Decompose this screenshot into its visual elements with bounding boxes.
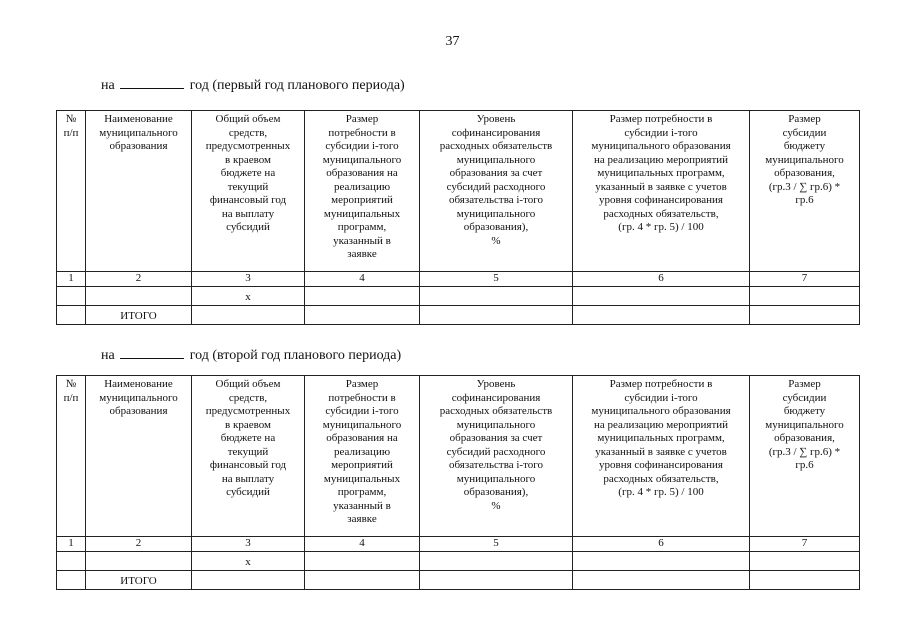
caption-suffix: год (второй год планового периода) bbox=[189, 348, 402, 363]
column-number: 3 bbox=[192, 537, 305, 552]
table-header-row bbox=[57, 376, 860, 537]
table-cell bbox=[86, 287, 192, 306]
header-subsidy-need: Размер потребности в субсидии i-того муниципального образования на реализацию мероприятий муниципальных программ, указанный в заявке bbox=[305, 376, 420, 537]
page-number: 37 bbox=[445, 34, 460, 49]
table-cell bbox=[573, 287, 750, 306]
subsidy-table-second-year bbox=[56, 375, 860, 590]
table-cell bbox=[420, 552, 573, 571]
total-row bbox=[57, 571, 860, 590]
header-total-funds: Общий объем средств, предусмотренных в краевом бюджете на текущий финансовый год на выплату субсидий bbox=[192, 111, 305, 272]
table-cell bbox=[57, 287, 86, 306]
table-cell bbox=[750, 306, 860, 325]
table-cell bbox=[420, 306, 573, 325]
table-cell bbox=[573, 552, 750, 571]
header-cofinancing-level: Уровень софинансирования расходных обязательств муниципального образования за счет субсидий расходного обязательства i-того муниципального образования), % bbox=[420, 111, 573, 272]
total-row bbox=[57, 306, 860, 325]
table-row bbox=[57, 552, 860, 571]
table-cell bbox=[305, 571, 420, 590]
section-caption-second-year bbox=[101, 346, 401, 364]
table-cell bbox=[573, 306, 750, 325]
header-subsidy-amount: Размер субсидии бюджету муниципального образования, (гр.3 / ∑ гр.6) * гр.6 bbox=[750, 376, 860, 537]
table-cell bbox=[86, 552, 192, 571]
column-number: 3 bbox=[192, 272, 305, 287]
column-number: 4 bbox=[305, 272, 420, 287]
table-cell bbox=[573, 571, 750, 590]
table-cell bbox=[750, 552, 860, 571]
row-mark: x bbox=[192, 287, 305, 306]
column-numbers-row bbox=[57, 272, 860, 287]
table-cell bbox=[750, 571, 860, 590]
table-cell bbox=[192, 571, 305, 590]
year-blank-field bbox=[120, 76, 184, 89]
column-number: 6 bbox=[573, 272, 750, 287]
total-label: ИТОГО bbox=[86, 306, 192, 325]
header-need-with-cofinancing: Размер потребности в субсидии i-того муниципального образования на реализацию мероприятий муниципальных программ, указанный в заявке с учетов уровня софинансирования расходных обязательств, (гр. 4 * гр. 5) / 100 bbox=[573, 111, 750, 272]
column-number: 7 bbox=[750, 272, 860, 287]
column-number: 6 bbox=[573, 537, 750, 552]
table-cell bbox=[750, 287, 860, 306]
column-number: 5 bbox=[420, 272, 573, 287]
column-number: 5 bbox=[420, 537, 573, 552]
header-cofinancing-level: Уровень софинансирования расходных обязательств муниципального образования за счет субсидий расходного обязательства i-того муниципального образования), % bbox=[420, 376, 573, 537]
table-cell bbox=[420, 287, 573, 306]
table-header-row bbox=[57, 111, 860, 272]
caption-suffix: год (первый год планового периода) bbox=[189, 78, 405, 93]
row-mark: x bbox=[192, 552, 305, 571]
year-blank-field bbox=[120, 346, 184, 359]
table-cell bbox=[420, 571, 573, 590]
header-row-number: № п/п bbox=[57, 376, 86, 537]
table-cell bbox=[57, 552, 86, 571]
header-need-with-cofinancing: Размер потребности в субсидии i-того муниципального образования на реализацию мероприятий муниципальных программ, указанный в заявке с учетов уровня софинансирования расходных обязательств, (гр. 4 * гр. 5) / 100 bbox=[573, 376, 750, 537]
column-number: 1 bbox=[57, 537, 86, 552]
header-row-number: № п/п bbox=[57, 111, 86, 272]
column-number: 2 bbox=[86, 537, 192, 552]
column-number: 2 bbox=[86, 272, 192, 287]
total-label: ИТОГО bbox=[86, 571, 192, 590]
table-cell bbox=[305, 287, 420, 306]
column-number: 4 bbox=[305, 537, 420, 552]
caption-prefix: на bbox=[101, 348, 115, 363]
table-cell bbox=[57, 306, 86, 325]
header-subsidy-amount: Размер субсидии бюджету муниципального образования, (гр.3 / ∑ гр.6) * гр.6 bbox=[750, 111, 860, 272]
section-caption-first-year bbox=[101, 76, 405, 94]
subsidy-table-first-year bbox=[56, 110, 860, 325]
column-number: 1 bbox=[57, 272, 86, 287]
column-number: 7 bbox=[750, 537, 860, 552]
column-numbers-row bbox=[57, 537, 860, 552]
header-municipality-name: Наименование муниципального образования bbox=[86, 111, 192, 272]
table-cell bbox=[57, 571, 86, 590]
header-municipality-name: Наименование муниципального образования bbox=[86, 376, 192, 537]
table-cell bbox=[305, 306, 420, 325]
table-cell bbox=[305, 552, 420, 571]
header-total-funds: Общий объем средств, предусмотренных в краевом бюджете на текущий финансовый год на выплату субсидий bbox=[192, 376, 305, 537]
header-subsidy-need: Размер потребности в субсидии i-того муниципального образования на реализацию мероприятий муниципальных программ, указанный в заявке bbox=[305, 111, 420, 272]
table-row bbox=[57, 287, 860, 306]
caption-prefix: на bbox=[101, 78, 115, 93]
table-cell bbox=[192, 306, 305, 325]
